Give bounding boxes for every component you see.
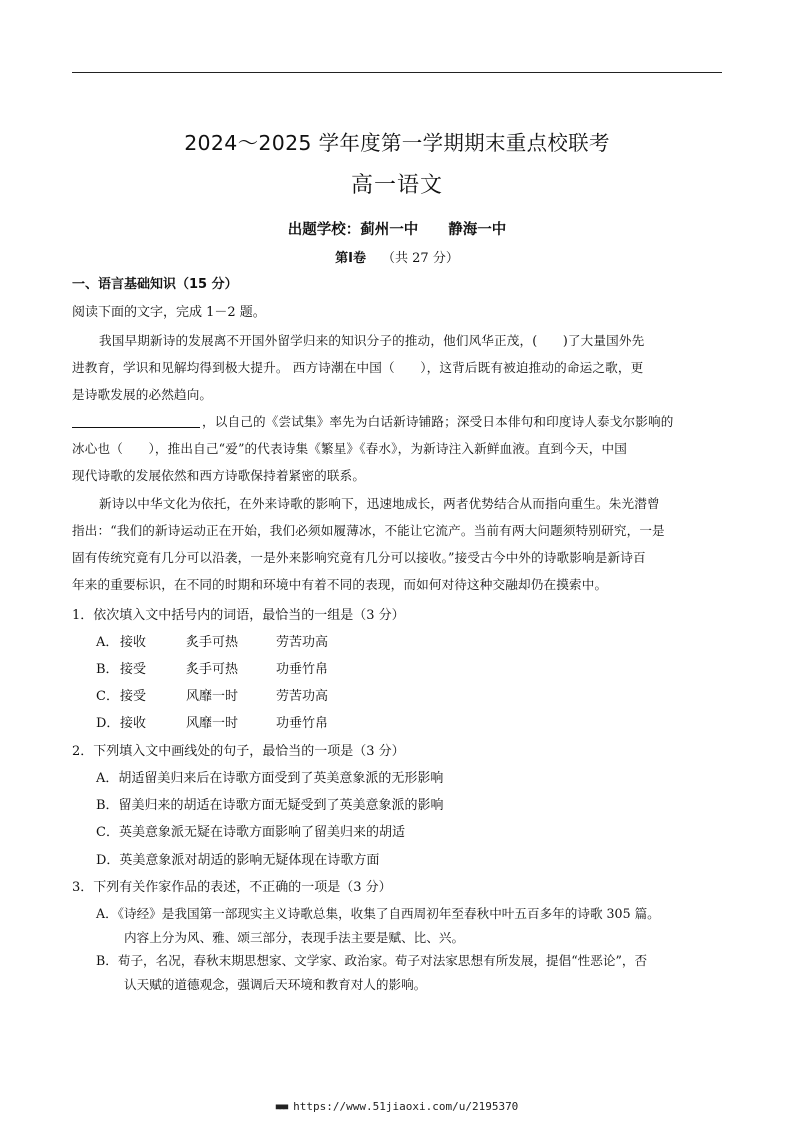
subject-title: 高一语文 xyxy=(350,173,443,198)
volume-score: （共 27 分） xyxy=(382,251,459,266)
passage-line: 现代诗歌的发展依然和西方诗歌保持着紧密的联系。 xyxy=(72,468,366,483)
passage-line: 是诗歌发展的必然趋向。 xyxy=(72,387,213,402)
reading-instruction: 阅读下面的文字，完成 1－2 题。 xyxy=(72,305,266,320)
question-3-stem: 3．下列有关作家作品的表述，不正确的一项是（3 分） xyxy=(72,880,392,895)
passage-line: 新诗以中华文化为依托，在外来诗歌的影响下，迅速地成长，两者优势结合从而指向重生。朱光潜曾 xyxy=(99,496,660,511)
q1-option-a[interactable]: A． 接收 炙手可热 劳苦功高 xyxy=(96,635,329,650)
question-1-stem: 1．依次填入文中括号内的词语，最恰当的一组是（3 分） xyxy=(72,608,405,623)
passage-line: 指出：“我们的新诗运动正在开始，我们必须如履薄冰，不能让它流产。当前有两大问题须特别研究，一是 xyxy=(72,523,665,538)
q2-option-b[interactable]: B．留美归来的胡适在诗歌方面无疑受到了英美意象派的影响 xyxy=(96,798,444,813)
footer-url[interactable]: https://www.51jiaoxi.com/u/2195370 xyxy=(293,1100,519,1113)
section-heading: 一、语言基础知识（15 分） xyxy=(72,277,238,292)
q1-option-d[interactable]: D．接收 风靡一时 功垂竹帛 xyxy=(96,716,329,731)
q3-option-a[interactable]: A．《诗经》是我国第一部现实主义诗歌总集，收集了自西周初年至春秋中叶五百多年的诗歌 305 篇。 xyxy=(96,906,660,921)
passage-line: 冰心也（ ），推出自己“爱”的代表诗集《繁星》《春水》，为新诗注入新鲜血液。直到今天，中国 xyxy=(72,441,628,456)
footer xyxy=(0,1100,794,1113)
q3-option-b[interactable]: B．荀子，名况，春秋末期思想家、文学家、政治家。荀子对法家思想有所发展，提倡“性恶论”，否 xyxy=(96,953,648,968)
question-2-stem: 2．下列填入文中画线处的句子，最恰当的一项是（3 分） xyxy=(72,744,405,759)
q3-option-b-cont: 认天赋的道德观念，强调后天环境和教育对人的影响。 xyxy=(124,977,427,992)
school-second: 静海一中 xyxy=(448,222,507,238)
underline-blank xyxy=(72,414,200,428)
q1-option-c[interactable]: C．接受 风靡一时 劳苦功高 xyxy=(96,689,329,704)
school-line xyxy=(0,218,794,239)
exam-title: 2024～2025 学年度第一学期期末重点校联考 xyxy=(184,131,610,155)
passage-text: ，以自己的《尝试集》率先为白话新诗铺路；深受日本俳句和印度诗人泰戈尔影响的 xyxy=(202,414,674,429)
top-rule xyxy=(72,72,722,73)
q2-option-a[interactable]: A．胡适留美归来后在诗歌方面受到了英美意象派的无形影响 xyxy=(96,771,444,786)
volume-line xyxy=(0,247,794,266)
q2-option-d[interactable]: D．英美意象派对胡适的影响无疑体现在诗歌方面 xyxy=(96,853,380,868)
passage-line: 我国早期新诗的发展离不开国外留学归来的知识分子的推动，他们风华正茂，( )了大量国外先 xyxy=(99,333,645,348)
passage-line: 固有传统究竟有几分可以沿袭，一是外来影响究竟有几分可以接收。”接受古今中外的诗歌影响是新诗百 xyxy=(72,550,646,565)
volume-label: 第Ⅰ卷 xyxy=(335,251,367,266)
school-first: 出题学校：蓟州一中 xyxy=(287,222,419,238)
passage-line: 年来的重要标识，在不同的时期和环境中有着不同的表现，而如何对待这种交融却仍在摸索中。 xyxy=(72,577,608,592)
watermark-logo: ■■■ xyxy=(275,1102,288,1111)
q2-option-c[interactable]: C．英美意象派无疑在诗歌方面影响了留美归来的胡适 xyxy=(96,825,405,840)
q3-option-a-cont: 内容上分为风、雅、颂三部分，表现手法主要是赋、比、兴。 xyxy=(124,930,465,945)
q1-option-b[interactable]: B．接受 炙手可热 功垂竹帛 xyxy=(96,662,329,677)
passage-line: 进教育，学识和见解均得到极大提升。 西方诗潮在中国（ ），这背后既有被迫推动的命运之歌，更 xyxy=(72,360,644,375)
passage-line-with-blank xyxy=(72,411,724,430)
